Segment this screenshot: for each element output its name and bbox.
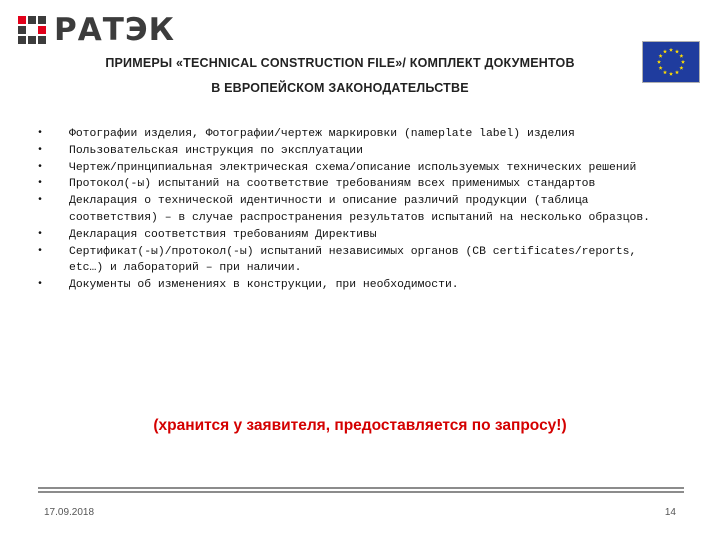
slide-title-line-1: ПРИМЕРЫ «TECHNICAL CONSTRUCTION FILE»/ КОМПЛЕКТ ДОКУМЕНТОВ (105, 56, 575, 70)
eu-star-icon (681, 60, 685, 64)
eu-star-icon (675, 70, 679, 74)
list-item (36, 277, 676, 294)
slide-title-line-2: В ЕВРОПЕЙСКОМ ЗАКОНОДАТЕЛЬСТВЕ (211, 81, 469, 95)
list-item (36, 160, 676, 177)
list-item (36, 244, 676, 278)
list-item-text: Фотографии изделия, Фотографии/чертеж маркировки (nameplate label) изделия (69, 128, 575, 140)
eu-star-icon (669, 48, 673, 52)
list-item-text: Декларация о технической идентичности и описание различий продукции (таблица соответствия) – в случае распространения результатов испытаний на несколько образцов. (69, 195, 651, 224)
bullet-icon: • (36, 128, 43, 139)
eu-star-icon (659, 54, 663, 58)
page-number: 14 (664, 507, 676, 518)
eu-star-icon (663, 70, 667, 74)
ratek-logo (18, 12, 175, 48)
brand-name: РАТЭК (54, 12, 175, 48)
eu-star-icon (657, 60, 661, 64)
footer-divider (38, 491, 684, 493)
list-item-text: Документы об изменениях в конструкции, при необходимости. (69, 279, 459, 292)
eu-flag-icon (642, 41, 700, 83)
bullet-icon: • (36, 228, 43, 240)
eu-star-icon (659, 66, 663, 70)
footer-date: 17.09.2018 (44, 507, 95, 518)
footer-divider (38, 487, 684, 489)
list-item-text: Сертификат(-ы)/протокол(-ы) испытаний независимых органов (CB certificates/reports, etc…) и лабораторий – при наличии. (69, 245, 637, 275)
eu-star-icon (669, 72, 673, 76)
eu-star-icon (663, 49, 667, 53)
eu-star-icon (679, 66, 683, 70)
list-item (36, 227, 676, 244)
list-item (36, 193, 676, 227)
bullet-icon: • (36, 245, 43, 257)
list-item-text: Протокол(-ы) испытаний на соответствие требованиям всех применимых стандартов (69, 178, 596, 191)
list-item-text: Декларация соответствия требованиям Директивы (69, 228, 377, 241)
eu-star-icon (679, 54, 683, 58)
bullet-icon: • (36, 144, 43, 156)
logo-mark-icon (18, 16, 46, 44)
storage-note: (хранится у заявителя, предоставляется по запросу!) (153, 417, 567, 434)
bullet-icon: • (36, 195, 43, 207)
bullet-icon: • (36, 178, 43, 190)
bullet-icon: • (36, 279, 43, 291)
list-item (36, 126, 676, 143)
list-item (36, 143, 676, 160)
list-item (36, 176, 676, 193)
eu-star-icon (675, 49, 679, 53)
list-item-text: Пользовательская инструкция по эксплуатации (69, 144, 363, 157)
bullet-icon: • (36, 161, 43, 173)
list-item-text: Чертеж/принципиальная электрическая схема/описание используемых технических решений (69, 161, 637, 174)
document-list (36, 126, 676, 294)
